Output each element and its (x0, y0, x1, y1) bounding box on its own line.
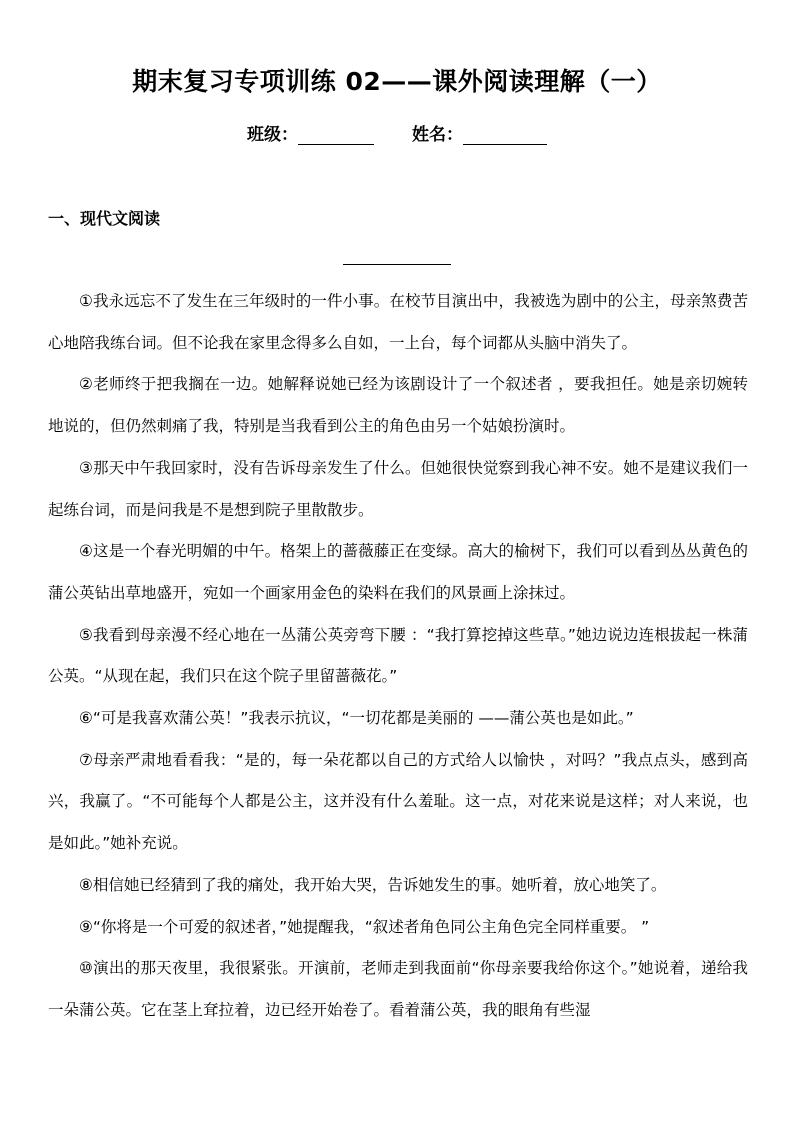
paragraph: ④这是一个春光明媚的中午。格架上的蔷薇藤正在变绿。高大的榆树下，我们可以看到丛丛黄色的蒲公英钻出草地盛开，宛如一个画家用金色的染料在我们的风景画上涂抹过。 (48, 542, 748, 602)
class-blank[interactable] (298, 126, 374, 145)
paragraph: ⑧相信她已经猜到了我的痛处，我开始大哭，告诉她发生的事。她听着，放心地笑了。 (79, 875, 667, 894)
name-field (412, 120, 547, 145)
name-blank[interactable] (463, 126, 547, 145)
student-info-row (0, 120, 794, 145)
paragraph: ⑤我看到母亲漫不经心地在一丛蒲公英旁弯下腰 ：“我打算挖掉这些草。”她边说边连根拔起一株蒲公英。“从现在起，我们只在这个院子里留蔷薇花。” (48, 625, 748, 686)
paragraph: ⑩演出的那天夜里，我很紧张。开演前，老师走到我面前“你母亲要我给你这个。”她说着，递给我一朵蒲公英。它在茎上耷拉着，边已经开始卷了。看着蒲公英，我的眼角有些湿 (48, 959, 748, 1019)
class-label: 班级： (247, 125, 299, 145)
article-title-blank[interactable] (343, 264, 451, 265)
paragraph: ②老师终于把我搁在一边。她解释说她已经为该剧设计了一个叙述者 ，要我担任。她是亲切婉转地说的，但仍然刺痛了我，特别是当我看到公主的角色由另一个姑娘扮演时。 (48, 375, 748, 436)
reading-passage (48, 281, 748, 1032)
paragraph: ①我永远忘不了发生在三年级时的一件小事。在校节目演出中，我被选为剧中的公主，母亲煞费苦心地陪我练台词。但不论我在家里念得多么自如，一上台，每个词都从头脑中消失了。 (48, 292, 748, 352)
page-title: 期末复习专项训练 02——课外阅读理解（一） (132, 67, 662, 96)
name-label: 姓名： (411, 125, 463, 145)
paragraph: ⑥“可是我喜欢蒲公英！”我表示抗议，“一切花都是美丽的 ——蒲公英也是如此。” (79, 709, 634, 728)
section-heading: 一、现代文阅读 (48, 209, 161, 228)
paragraph: ⑨“你将是一个可爱的叙述者，”她提醒我，“叙述者角色同公主角色完全同样重要。 ” (79, 917, 650, 936)
class-field (247, 120, 374, 145)
paragraph: ③那天中午我回家时，没有告诉母亲发生了什么。但她很快觉察到我心神不安。她不是建议我们一起练台词，而是问我是不是想到院子里散散步。 (48, 458, 748, 519)
paragraph: ⑦母亲严肃地看看我：“是的，每一朵花都以自己的方式给人以愉快 ，对吗？”我点点头，感到高兴，我赢了。“不可能每个人都是公主，这并没有什么羞耻。这一点，对花来说是这样；对人来说，也是如此。”她补充说。 (48, 750, 748, 853)
